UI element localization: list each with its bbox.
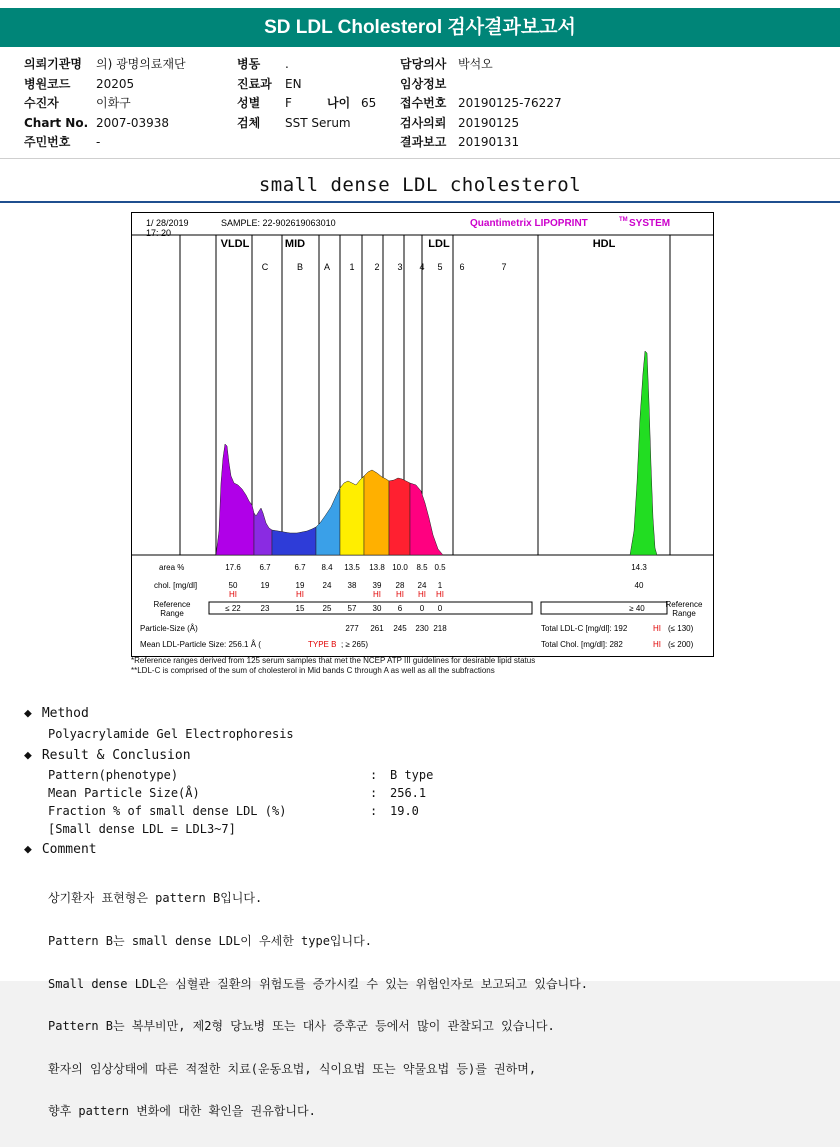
particle-label: Particle-Size (Å) (140, 624, 198, 633)
result-label: Fraction % of small dense LDL (%) (48, 804, 287, 818)
chart-brand: Quantimetrix LIPOPRINT (470, 218, 588, 229)
comment-line: Pattern B는 small dense LDL이 우세한 type입니다. (48, 934, 372, 949)
area-value: 0.5 (434, 563, 446, 572)
info-key: 진료과 (237, 76, 272, 91)
info-value: 2007-03938 (96, 115, 170, 130)
group-label-ldl: LDL (428, 238, 450, 250)
hdl-area (630, 351, 657, 555)
info-key: 담당의사 (400, 57, 447, 71)
ldl3-area (389, 478, 410, 555)
result-value: 256.1 (390, 786, 427, 800)
chart-notes (131, 656, 535, 676)
diamond-icon: ◆ (24, 748, 32, 763)
info-value: 20190125-76227 (458, 96, 562, 110)
group-label-mid: MID (284, 238, 306, 250)
ldl1-area (340, 476, 364, 555)
area-value: 6.7 (259, 563, 271, 572)
chol-value: 24 (322, 581, 332, 590)
chol-label: chol. [mg/dl] (154, 581, 198, 590)
result-colon: : (370, 786, 378, 800)
info-value: 의) 광명의료재단 (96, 57, 186, 71)
diamond-icon: ◆ (24, 842, 32, 857)
info-value: 20190131 (458, 135, 520, 149)
ref-label: Range (160, 609, 184, 618)
mid-a-area (316, 488, 340, 555)
group-label-hdl: HDL (592, 238, 616, 250)
mid-b-area (272, 527, 316, 555)
hi-flag: HI (229, 590, 237, 599)
info-key: 검체 (237, 115, 261, 130)
info-value: F (285, 96, 292, 110)
info-value: . (285, 57, 289, 71)
comment-line: 향후 pattern 변화에 대한 확인을 권유합니다. (48, 1104, 316, 1119)
comment-line: 환자의 임상상태에 따른 적절한 치료(운동요법, 식이요법 또는 약물요법 등)를 권하며, (48, 1061, 537, 1076)
hi-flag: HI (296, 590, 304, 599)
info-key: 임상정보 (400, 76, 447, 91)
result-row (48, 768, 434, 782)
chol-value: 1 (437, 581, 443, 590)
chart-time: 17: 20 (146, 228, 172, 238)
info-key: 성별 (237, 96, 261, 110)
chart-date: 1/ 28/2019 (146, 218, 189, 228)
band-label: 5 (437, 262, 443, 272)
ref-value: 15 (295, 604, 305, 613)
info-key: 병동 (237, 57, 261, 71)
info-value: 20190125 (458, 115, 520, 130)
info-col-1 (24, 55, 186, 153)
info-key: Chart No. (24, 115, 89, 130)
total-ldl-ref: (≤ 130) (668, 624, 694, 633)
band-label: 6 (459, 262, 465, 272)
total-chol-label: Total Chol. [mg/dl]: 282 (541, 640, 623, 649)
ref-value: 30 (372, 604, 382, 613)
mean-size-type: TYPE B (308, 640, 337, 649)
result-colon: : (370, 804, 378, 818)
hi-flag: HI (396, 590, 404, 599)
chol-value: 50 (228, 581, 238, 590)
info-key: 병원코드 (24, 76, 71, 91)
particle-value: 230 (415, 624, 429, 633)
lipoprint-svg (132, 213, 713, 656)
info-value: - (96, 135, 101, 149)
result-row (48, 786, 427, 800)
band-label: C (261, 262, 269, 272)
hi-flag: HI (373, 590, 381, 599)
band-label: B (296, 262, 304, 272)
info-key: 결과보고 (400, 135, 447, 149)
area-label: area % (159, 563, 185, 572)
ldl4-area (410, 483, 443, 555)
result-label: Pattern(phenotype) (48, 768, 179, 782)
particle-value: 277 (345, 624, 359, 633)
info-key-age: 나이 (327, 96, 351, 110)
info-value: 이화구 (96, 96, 131, 110)
ref-box (209, 602, 532, 614)
report-header: SD LDL Cholesterol 검사결과보고서 (0, 8, 840, 47)
ref-label-right: Range (672, 609, 696, 618)
band-label: 4 (419, 262, 425, 272)
info-value: 박석오 (458, 57, 493, 71)
total-ldl-label: Total LDL-C [mg/dl]: 192 (541, 624, 628, 633)
result-value: 19.0 (390, 804, 419, 818)
info-key: 주민번호 (24, 135, 71, 149)
ldl2-area (364, 470, 389, 555)
area-value: 8.4 (321, 563, 333, 572)
mean-size-tail: ; ≥ 265) (341, 640, 369, 649)
info-key: 의뢰기관명 (24, 57, 82, 71)
title-divider (0, 201, 840, 203)
hi-flag: HI (418, 590, 426, 599)
ref-value-hdl: ≥ 40 (629, 604, 645, 613)
info-value-age: 65 (361, 96, 377, 110)
ref-label-right: Reference (665, 600, 703, 609)
mean-size-label: Mean LDL-Particle Size: 256.1 Å ( (140, 640, 261, 649)
info-value: 20205 (96, 76, 135, 91)
result-title: Result & Conclusion (41, 748, 191, 763)
result-heading (24, 748, 191, 763)
chol-value: 24 (417, 581, 427, 590)
chart-brand-tail: SYSTEM (629, 218, 671, 229)
result-label: Mean Particle Size(Å) (48, 786, 200, 800)
note-line: **LDL-C is comprised of the sum of cholesterol in Mid bands C through A as well as all the subfractions (131, 666, 495, 675)
chol-value: 19 (260, 581, 270, 590)
info-value: EN (285, 76, 302, 91)
lipoprint-chart (131, 212, 714, 657)
info-value: SST Serum (285, 115, 351, 130)
chol-value: 28 (395, 581, 405, 590)
total-ldl-hi: HI (653, 624, 661, 633)
total-chol-hi: HI (653, 640, 661, 649)
particle-value: 261 (370, 624, 384, 633)
chart-brand-sup: TM (619, 217, 628, 223)
band-label: 7 (501, 262, 507, 272)
area-value-hdl: 14.3 (631, 563, 647, 572)
ref-value: 57 (347, 604, 357, 613)
result-colon: : (370, 768, 378, 782)
comment-heading (24, 842, 97, 857)
band-label: 3 (397, 262, 403, 272)
particle-value: 218 (433, 624, 447, 633)
area-value: 8.5 (416, 563, 428, 572)
comment-title: Comment (41, 842, 97, 857)
ref-value: 0 (437, 604, 443, 613)
ref-value: 25 (322, 604, 332, 613)
method-heading (24, 706, 89, 721)
comment-line: 상기환자 표현형은 pattern B입니다. (48, 891, 263, 906)
info-key: 검사의뢰 (400, 115, 447, 130)
band-label: 1 (349, 262, 355, 272)
comment-text (48, 863, 588, 1147)
particle-value: 245 (393, 624, 407, 633)
chol-value: 38 (347, 581, 357, 590)
ref-box-hdl (541, 602, 667, 614)
area-value: 6.7 (294, 563, 306, 572)
section-title: small dense LDL cholesterol (258, 174, 582, 196)
area-value: 13.8 (369, 563, 385, 572)
chart-sample: SAMPLE: 22-902619063010 (221, 218, 336, 228)
method-text: Polyacrylamide Gel Electrophoresis (48, 727, 294, 741)
vldl-area (216, 444, 254, 555)
ref-value: 23 (260, 604, 270, 613)
method-title: Method (41, 706, 89, 721)
info-key: 수진자 (24, 96, 59, 110)
mid-c-area (254, 508, 272, 555)
ref-label: Reference (153, 600, 191, 609)
note-line: *Reference ranges derived from 125 serum samples that met the NCEP ATP III guidelines for desirable lipid status (131, 656, 536, 665)
band-label: A (323, 262, 331, 272)
band-label: 2 (374, 262, 380, 272)
result-value: B type (390, 768, 434, 782)
info-divider (0, 158, 840, 159)
area-value: 10.0 (392, 563, 408, 572)
info-col-2 (237, 55, 376, 133)
ref-value: 0 (419, 604, 425, 613)
chol-value: 19 (295, 581, 305, 590)
diamond-icon: ◆ (24, 706, 32, 721)
total-chol-ref: (≤ 200) (668, 640, 694, 649)
ref-value: ≤ 22 (225, 604, 241, 613)
comment-line: Small dense LDL은 심혈관 질환의 위험도를 증가시킬 수 있는 위험인자로 보고되고 있습니다. (48, 976, 588, 991)
group-label-vldl: VLDL (220, 238, 250, 250)
hi-flag: HI (436, 590, 444, 599)
chol-value: 39 (372, 581, 382, 590)
result-row (48, 804, 419, 818)
chol-value-hdl: 40 (634, 581, 644, 590)
area-value: 13.5 (344, 563, 360, 572)
result-note: [Small dense LDL = LDL3~7] (48, 822, 236, 836)
comment-line: Pattern B는 복부비만, 제2형 당뇨병 또는 대사 증후군 등에서 많이 관찰되고 있습니다. (48, 1019, 555, 1034)
info-col-3 (400, 55, 562, 153)
info-key: 접수번호 (400, 96, 447, 110)
ref-value: 6 (397, 604, 403, 613)
area-value: 17.6 (225, 563, 241, 572)
